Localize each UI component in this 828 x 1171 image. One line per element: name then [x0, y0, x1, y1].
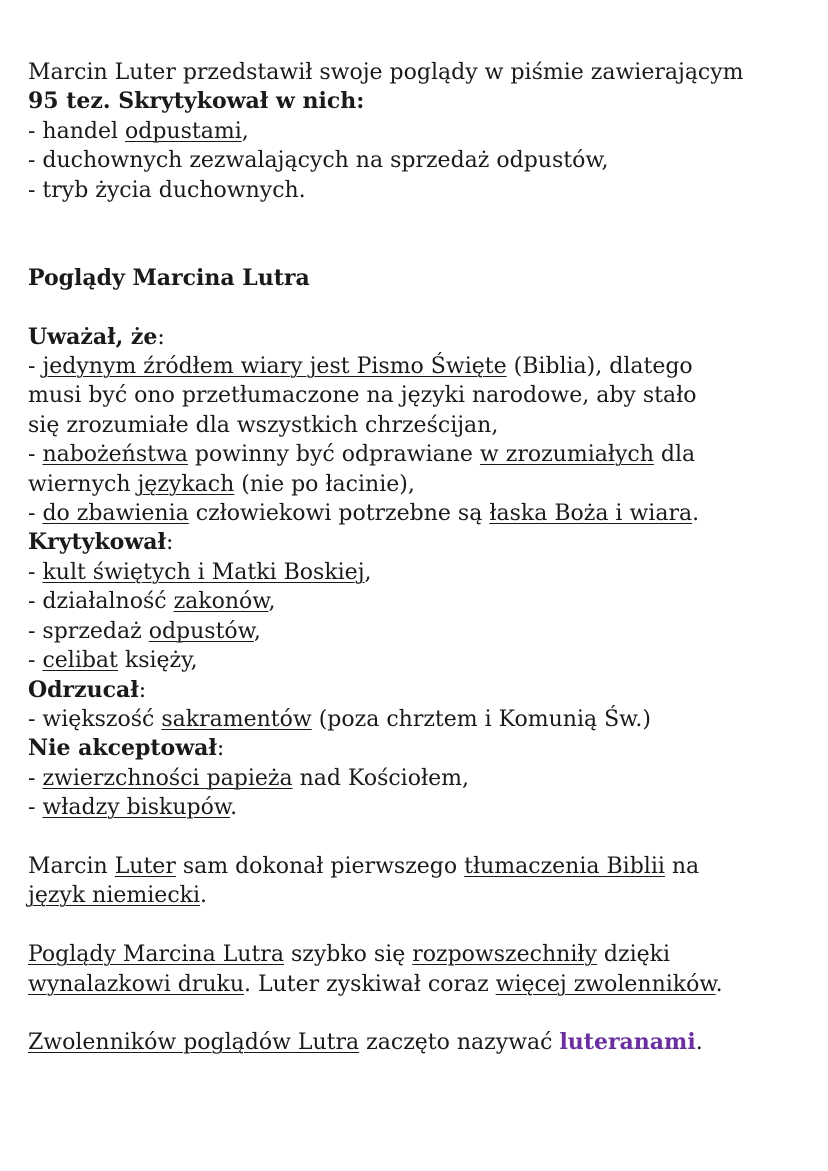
odrzucal-item-1 [28, 705, 818, 734]
paragraph-text: . Luter zyskiwał coraz [244, 971, 496, 997]
intro-list-item-3 [28, 176, 818, 205]
uwazal-item-1-line-3 [28, 411, 818, 440]
underlined-term: wynalazkowi druku [28, 971, 244, 997]
list-text: powinny być odprawiane [187, 442, 480, 468]
underlined-term: nabożeństwa [42, 442, 188, 468]
heading-colon: : [157, 324, 165, 350]
section-title: Poglądy Marcina Lutra [28, 264, 310, 291]
list-text: , [253, 618, 261, 644]
intro-text: Marcin Luter przedstawił swoje poglądy w piśmie zawierającym [28, 60, 744, 85]
underlined-term: więcej zwolenników [495, 971, 716, 997]
list-text: - większość [28, 706, 162, 732]
heading-colon: : [138, 677, 147, 703]
underlined-term: zakonów [173, 589, 269, 615]
intro-bold-text: 95 tez. Skrytykował w nich: [28, 88, 365, 115]
list-text: musi być ono przetłumaczone na języki narodowe, aby stało [28, 383, 697, 409]
underlined-term: językach [137, 471, 235, 497]
underlined-term: Zwolenników poglądów Lutra [28, 1030, 360, 1056]
underlined-term: rozpowszechniły [412, 942, 597, 968]
heading-text: Nie akceptował [28, 735, 217, 762]
paragraph-text: . [200, 883, 208, 909]
underlined-term: celibat [42, 648, 118, 674]
paragraph-2-line-1 [28, 940, 818, 969]
list-dash: - [28, 795, 43, 821]
list-text: - handel [28, 118, 126, 144]
paragraph-text: szybko się [283, 942, 413, 968]
list-text: wiernych [28, 471, 138, 497]
list-text: . [692, 501, 700, 527]
krytykowal-item-3 [28, 617, 818, 646]
list-text: księży, [117, 648, 198, 674]
underlined-term: zwierzchności papieża [42, 765, 293, 791]
uwazal-heading [28, 323, 818, 352]
list-text: - tryb życia duchownych. [28, 177, 306, 203]
document-content [28, 58, 818, 1058]
krytykowal-heading [28, 528, 818, 557]
krytykowal-item-1 [28, 558, 818, 587]
list-text: . [230, 795, 238, 821]
list-dash: - [28, 354, 43, 380]
list-text: (poza chrztem i Komunią Św.) [311, 706, 651, 732]
paragraph-text: dzięki [596, 942, 671, 968]
nie-akceptowal-item-2 [28, 793, 818, 822]
list-text: - sprzedaż [28, 618, 149, 644]
heading-colon: : [216, 736, 225, 762]
paragraph-1-line-2 [28, 881, 818, 910]
intro-list-item-2 [28, 146, 818, 175]
list-dash: - [28, 765, 43, 791]
underlined-term: tłumaczenia Biblii [464, 853, 665, 879]
underlined-term: sakramentów [161, 706, 312, 732]
nie-akceptowal-heading [28, 734, 818, 763]
paragraph-3 [28, 1028, 818, 1057]
uwazal-item-2-line-2 [28, 470, 818, 499]
uwazal-item-1-line-1 [28, 352, 818, 381]
underlined-term: odpustów [148, 618, 254, 644]
spacer [28, 293, 818, 322]
underlined-term: jedynym źródłem wiary jest Pismo Święte [42, 354, 507, 380]
list-text: , [241, 118, 249, 144]
underlined-term: odpustami [125, 118, 242, 144]
list-text: (nie po łacinie), [234, 471, 415, 497]
nie-akceptowal-item-1 [28, 764, 818, 793]
underlined-term: Luter [114, 853, 176, 879]
spacer [28, 823, 818, 852]
paragraph-text: na [664, 853, 700, 879]
list-text: (Biblia), dlatego [506, 354, 693, 380]
spacer [28, 999, 818, 1028]
list-text: się zrozumiałe dla wszystkich chrześcijan, [28, 412, 499, 438]
list-text: , [364, 559, 372, 585]
list-text: człowiekowi potrzebne są [188, 501, 490, 527]
underlined-term: kult świętych i Matki Boskiej [42, 559, 365, 585]
heading-colon: : [166, 530, 174, 556]
underlined-term: w zrozumiałych [479, 442, 654, 468]
spacer [28, 205, 818, 264]
paragraph-2-line-2 [28, 970, 818, 999]
list-text: dla [653, 442, 696, 468]
intro-line-1 [28, 58, 818, 87]
heading-text: Uważał, że [28, 323, 158, 350]
list-dash: - [28, 501, 43, 527]
uwazal-item-1-line-2 [28, 381, 818, 410]
paragraph-text: . [715, 971, 723, 997]
underlined-term: Poglądy Marcina Lutra [28, 942, 284, 968]
intro-line-2 [28, 87, 818, 116]
heading-text: Krytykował [28, 529, 167, 556]
paragraph-1-line-1 [28, 852, 818, 881]
odrzucal-heading [28, 676, 818, 705]
intro-list-item-1 [28, 117, 818, 146]
underlined-term: do zbawienia [42, 501, 189, 527]
list-text: - duchownych zezwalających na sprzedaż odpustów, [28, 148, 609, 174]
spacer [28, 911, 818, 940]
list-dash: - [28, 559, 43, 585]
list-text: nad Kościołem, [292, 765, 469, 791]
list-text: - działalność [28, 589, 174, 615]
list-text: , [268, 589, 276, 615]
paragraph-text: . [695, 1030, 703, 1056]
krytykowal-item-2 [28, 587, 818, 616]
paragraph-text: Marcin [28, 853, 115, 879]
underlined-term: łaska Boża i wiara [489, 501, 693, 527]
paragraph-text: zaczęto nazywać [359, 1030, 560, 1056]
highlighted-term: luteranami [559, 1029, 696, 1056]
list-dash: - [28, 648, 43, 674]
underlined-term: język niemiecki [28, 883, 201, 909]
uwazal-item-2-line-1 [28, 440, 818, 469]
paragraph-text: sam dokonał pierwszego [175, 853, 465, 879]
list-dash: - [28, 442, 43, 468]
underlined-term: władzy biskupów [42, 795, 231, 821]
heading-text: Odrzucał [28, 676, 139, 703]
krytykowal-item-4 [28, 646, 818, 675]
uwazal-item-3 [28, 499, 818, 528]
